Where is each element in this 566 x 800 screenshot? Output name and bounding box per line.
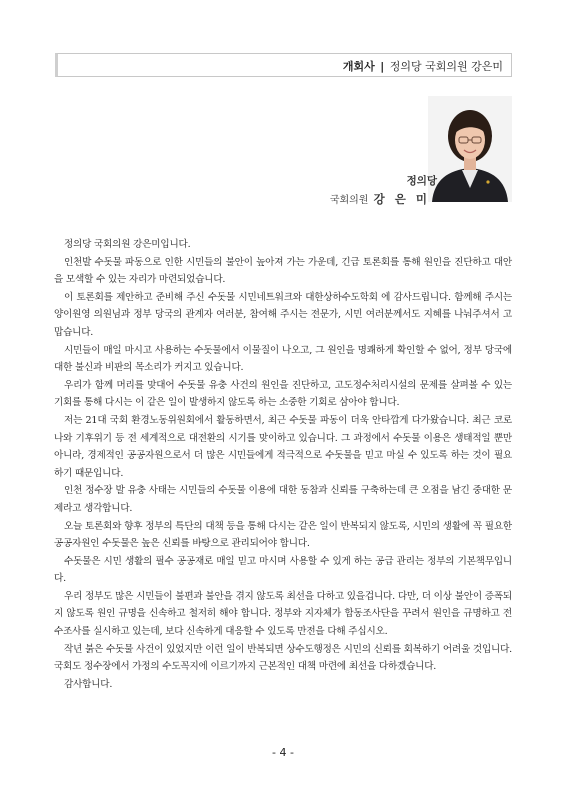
- signature-role: 국회의원: [329, 195, 369, 206]
- paragraph: 시민들이 매일 마시고 사용하는 수돗물에서 이물질이 나오고, 그 원인을 명쾌하게 확인할 수 없어, 정부 당국에 대한 불신과 비판의 목소리가 커지고 있습니다.: [54, 344, 512, 374]
- paragraph: 정의당 국회의원 강은미입니다.: [64, 239, 191, 250]
- paragraph: 감사합니다.: [64, 678, 113, 690]
- paragraph: 인천발 수돗물 파동으로 인한 시민들의 불안이 높아져 가는 가운데, 긴급 토론회를 통해 원인을 진단하고 대안을 모색할 수 있는 자리가 마련되었습니다.: [54, 256, 512, 286]
- paragraph: 우리 정부도 많은 시민들이 불편과 불안을 겪지 않도록 최선을 다하고 있을겁니다. 다만, 더 이상 불안이 증폭되지 않도록 원인 규명을 신속하고 철저히 해야 합니다. 정부와 지자체가 합동조사단을 꾸려서 원인을 규명하고 전수조사를 실시하고 있는데, 보다 신속하게 대응할 수 있도록 만전을 다해 주십시오.: [54, 590, 512, 638]
- paragraph: 이 토론회를 제안하고 준비해 주신 수돗물 시민네트워크와 대한상하수도학회 에 감사드립니다. 함께해 주시는 양이원영 의원님과 정부 당국의 관계자 여러분, 참여해 주시는 전문가, 시민 여러분께서도 지혜를 나눠주셔서 고맙습니다.: [54, 291, 512, 338]
- header-title: [343, 58, 503, 74]
- paragraph: 인천 정수장 발 유충 사태는 시민들의 수돗물 이용에 대한 동참과 신뢰를 구축하는데 큰 오점을 남긴 중대한 문제라고 생각합니다.: [54, 485, 512, 514]
- paragraph: 수돗물은 시민 생활의 필수 공공재로 매일 믿고 마시며 사용할 수 있게 하는 공급 관리는 정부의 기본책무입니다.: [54, 555, 512, 585]
- speaker-portrait: [428, 96, 512, 202]
- portrait-image: [428, 96, 512, 202]
- paragraph: 저는 21대 국회 환경노동위원회에서 활동하면서, 최근 수돗물 파동이 더욱 안타깝게 다가왔습니다. 최근 코로나와 기후위기 등 전 세계적으로 대전환의 시기를 맞이하고 있습니다. 그 과정에서 수돗물 이용은 생태적일 뿐만 아니라, 경제적인 공공자원으로서 더 많은 시민들에게 적극적으로 수돗물을 믿고 마실 수 있도록 하는 것이 필요하기 때문입니다.: [54, 414, 512, 479]
- header-bar: [55, 53, 512, 77]
- speech-body: [54, 236, 512, 693]
- header-speaker: 정의당 국회의원 강은미: [389, 60, 503, 73]
- paragraph: 작년 붉은 수돗물 사건이 있었지만 이런 일이 반복되면 상수도행정은 시민의 신뢰를 회복하기 어려울 것입니다. 국회도 정수장에서 가정의 수도꼭지에 이르기까지 근본적인 대책 마련에 최선을 다하겠습니다.: [54, 643, 512, 673]
- signature-line: [330, 191, 430, 207]
- signature-party: 정의당: [406, 175, 437, 187]
- header-separator: |: [380, 60, 385, 73]
- signature-name: 강 은 미: [373, 192, 430, 206]
- header-section: 개회사: [342, 60, 375, 73]
- paragraph: 우리가 함께 머리를 맞대어 수돗물 유충 사건의 원인을 진단하고, 고도정수처리시설의 문제를 살펴볼 수 있는 기회를 통해 다시는 이 같은 일이 발생하지 않도록 하는 소중한 기회로 삼아야 합니다.: [54, 379, 512, 409]
- paragraph: 오늘 토론회와 향후 정부의 특단의 대책 등을 통해 다시는 같은 일이 반복되지 않도록, 시민의 생활에 꼭 필요한 공공자원인 수돗물은 높은 신뢰를 바탕으로 관리되어야 합니다.: [54, 520, 512, 550]
- page-number: - 4 -: [272, 746, 294, 759]
